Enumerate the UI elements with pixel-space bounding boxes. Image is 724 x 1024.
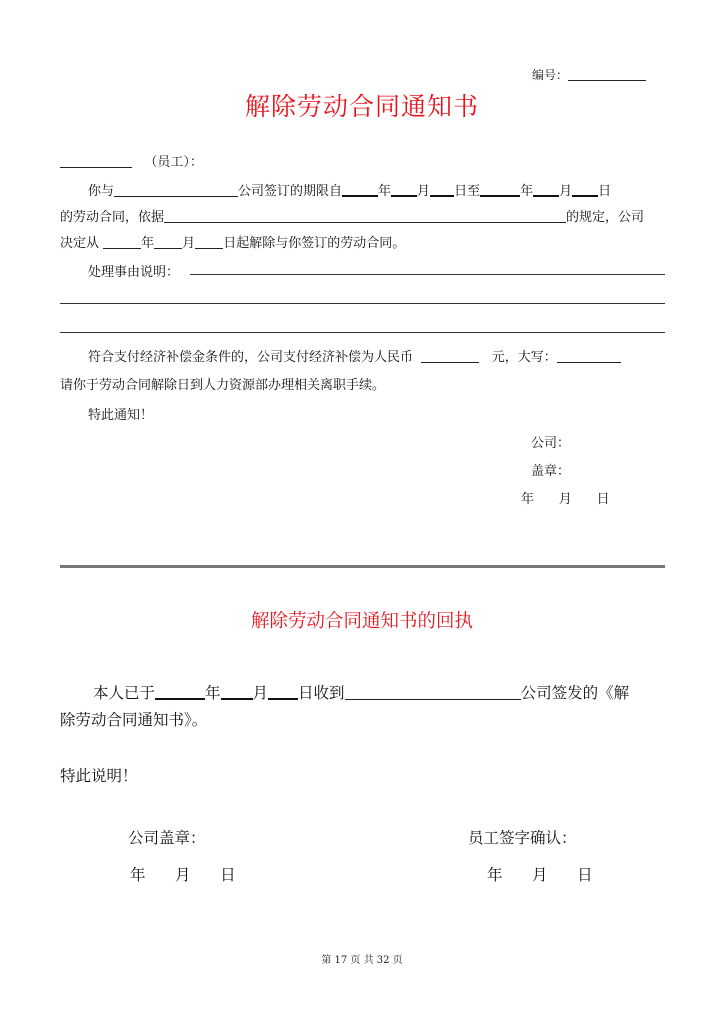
text-yuan-in-words: 元，大写： [491,350,557,365]
company-name-field[interactable] [114,182,238,197]
employee-name-field[interactable] [60,153,132,168]
text-signed-period: 公司签订的期限自 [238,184,343,199]
text-day-to: 日至 [454,184,481,199]
notice-date: 年 月 日 [521,492,610,507]
receipt-line-2: 除劳动合同通知书》。 [60,711,208,729]
text-compensation: 符合支付经济补偿金条件的，公司支付经济补偿为人民币 [88,350,414,365]
compensation-line-2: 请你于劳动合同解除日到人力资源部办理相关离职手续。 [60,378,386,393]
text-year: 年 [205,684,221,702]
text-termination-effective: 日起解除与你签订的劳动合同。 [223,236,406,251]
termination-year-field[interactable] [103,234,141,249]
text-month: 月 [252,684,269,702]
text-year: 年 [378,184,392,199]
receipt-date-left: 年 月 日 [130,866,236,884]
text-month: 月 [182,236,196,251]
page-title: 解除劳动合同通知书 [244,92,479,121]
start-day-field[interactable] [430,181,454,197]
company-label: 公司： [531,436,571,451]
text-decide-from: 决定从 [60,236,100,251]
text-day: 日 [598,184,612,199]
page-number: 第 17 页 共 32 页 [321,955,403,966]
compensation-amount-field[interactable] [421,348,479,363]
compensation-line-1 [88,346,621,365]
contract-paragraph-line-3 [60,232,405,251]
receipt-year-field[interactable] [155,682,205,700]
text-received: 日收到 [298,684,345,702]
text-regulation-company: 的规定，公司 [566,210,645,225]
seal-label: 盖章： [531,464,571,479]
addressee-suffix: （员工）： [144,155,203,170]
text-month: 月 [417,184,431,199]
text-year: 年 [520,184,534,199]
employee-sign-label: 员工签字确认： [468,829,577,847]
start-year-field[interactable] [342,181,378,197]
addressee-line [60,151,203,170]
reason-line-2[interactable] [60,303,665,304]
company-seal-label: 公司盖章： [128,829,206,847]
contract-paragraph-line-1 [88,180,611,199]
contract-paragraph-line-2 [60,206,644,225]
termination-day-field[interactable] [195,234,223,249]
document-number-label: 编号： [532,68,569,82]
receipt-line-1 [93,681,629,703]
start-month-field[interactable] [391,181,417,197]
legal-basis-field[interactable] [164,208,566,223]
document-number [532,66,646,83]
text-company-issued: 公司签发的《解 [520,684,630,702]
text-i-have: 本人已于 [93,684,156,702]
receipt-date-right: 年 月 日 [487,866,593,884]
document-number-field[interactable] [568,66,646,81]
section-divider [60,565,665,568]
reason-line-3[interactable] [60,332,665,333]
end-year-field[interactable] [480,181,520,197]
reason-label: 处理事由说明： [88,265,180,280]
text-year: 年 [141,236,155,251]
compensation-words-field[interactable] [557,348,621,363]
end-day-field[interactable] [572,181,598,197]
termination-month-field[interactable] [154,234,182,249]
receipt-title: 解除劳动合同通知书的回执 [250,611,473,632]
receipt-statement: 特此说明！ [60,767,138,785]
text-you-and: 你与 [88,184,115,199]
receipt-month-field[interactable] [221,682,253,700]
end-month-field[interactable] [533,181,559,197]
text-month: 月 [559,184,573,199]
reason-line-1[interactable] [190,274,665,275]
receipt-company-field[interactable] [345,683,521,700]
receipt-day-field[interactable] [268,682,298,700]
text-contract-basis: 的劳动合同，依据 [60,210,165,225]
notice-closing: 特此通知！ [88,408,154,423]
